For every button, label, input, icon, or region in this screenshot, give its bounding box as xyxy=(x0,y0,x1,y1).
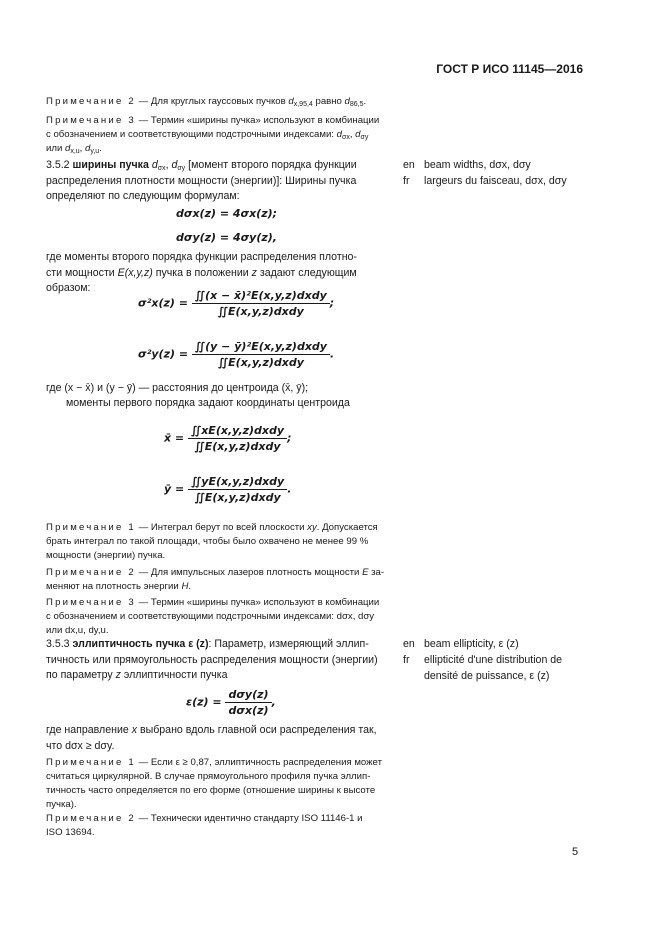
section-number: 3.5.3 xyxy=(46,638,70,650)
section-3-5-3-definition: 3.5.3 эллиптичность пучка ε (z): Параметр, измеряющий эллип- тичность или прямоугольность распределения мощности (энергии) по параметру z эллиптичности пучка xyxy=(46,638,378,681)
formula-centroid-y: ȳ = $\frac{\text{∬yE(x,y,z)dxdy}}{\text{∬E(x,y,z)dxdy}}$ . xyxy=(164,475,292,504)
note-3-5-3-1: Примечание 1 — Если ε ≥ 0,87, эллиптичность распределения может считаться циркулярной. В случае прямоугольного профиля пучка эллип- тичность часто определяется по его форме (отношение ширины к высоте пучка). xyxy=(46,757,382,810)
term-en: beam widths, dσx, dσy xyxy=(424,159,531,171)
note-label: Примечание 2 xyxy=(46,96,136,107)
formula-width-x: dσx(z) = 4σx(z); xyxy=(176,207,278,220)
term-en: beam ellipticity, ε (z) xyxy=(424,638,519,650)
standard-header: ГОСТ Р ИСО 11145—2016 xyxy=(436,62,583,76)
note-3-5-2-3: Примечание 3 — Термин «ширины пучка» используют в комбинации с обозначением и соответствующими подстрочными индексами: dσx, dσy или dx,u, dy,u. xyxy=(46,597,380,636)
term-fr: largeurs du faisceau, dσx, dσy xyxy=(424,175,567,187)
section-3-5-2-definition: 3.5.2 ширины пучка $d_{\sigma x}$, $d_{\sigma y}$ [момент второго порядка функции распределения плотности мощности (энергии)]: Ширины пучка определяют по следующим формулам: xyxy=(46,159,357,202)
note-top-3: Примечание 3 — Термин «ширины пучка» используют в комбинации с обозначением и соответствующими подстрочными индексами: $d_{\sigma x}$, $d_{\sigma y}$ или $d_{x,u}$, $d_{y,u}$. xyxy=(46,115,380,155)
distance-line: где (x − x̄) и (y − ȳ) — расстояния до центроида (x̄, ȳ); xyxy=(46,382,309,394)
section-number: 3.5.2 xyxy=(46,159,70,171)
note-3-5-2-1: Примечание 1 — Интеграл берут по всей плоскости xy. Допускается брать интеграл по такой площади, чтобы было охвачено не менее 99 % мощности (энергии) пучка. xyxy=(46,522,378,561)
term-fr: ellipticité d'une distribution de densité de puissance, ε (z) xyxy=(424,654,563,682)
lang-en: en xyxy=(403,638,415,650)
lang-fr: fr xyxy=(403,654,410,666)
formula-sigma-y: σ²y(z) = $\frac{\text{∬(y − ȳ)²E(x,y,z)dxdy}}{\text{∬E(x,y,z)dxdy}}$ . xyxy=(138,340,335,369)
note-3-5-3-2: Примечание 2 — Технически идентично стандарту ISO 11146-1 и ISO 13694. xyxy=(46,813,363,838)
note-top-2: Примечание 2 — Для круглых гауссовых пучков $d_{x,95,4}$ равно $d_{86,5}$. xyxy=(46,96,367,108)
ellipticity-where: где направление x выбрано вдоль главной оси распределения так, что dσx ≥ dσy. xyxy=(46,724,377,752)
formula-sigma-x: σ²x(z) = $\frac{\text{∬(x − x̄)²E(x,y,z)dxdy}}{\text{∬E(x,y,z)dxdy}}$ ; xyxy=(138,289,335,318)
lang-en: en xyxy=(403,159,415,171)
lang-fr: fr xyxy=(403,175,410,187)
formula-width-y: dσy(z) = 4σy(z), xyxy=(176,231,277,244)
term-title: ширины пучка xyxy=(72,159,149,171)
centroid-line: моменты первого порядка задают координаты центроида xyxy=(66,397,350,409)
page-number: 5 xyxy=(572,846,579,858)
term-title: эллиптичность пучка xyxy=(72,638,186,650)
formula-ellipticity: ε(z) = $\frac{\text{dσy(z)}}{\text{dσx(z)}}$ , xyxy=(186,688,276,717)
second-moments-intro: где моменты второго порядка функции распределения плотно- сти мощности E(x,y,z) пучка в положении z задают следующим образом: xyxy=(46,251,357,294)
formula-centroid-x: x̄ = $\frac{\text{∬xE(x,y,z)dxdy}}{\text{∬E(x,y,z)dxdy}}$ ; xyxy=(164,424,292,453)
note-3-5-2-2: Примечание 2 — Для импульсных лазеров плотность мощности E за- меняют на плотность энергии H. xyxy=(46,567,385,592)
